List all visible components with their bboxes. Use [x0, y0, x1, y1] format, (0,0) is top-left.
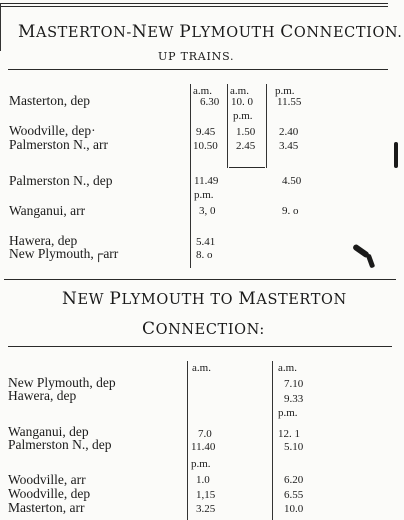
s1-station-hawera: Hawera, dep: [9, 233, 78, 248]
ink-blot-right-margin: [394, 142, 398, 168]
s1-time: p.m.: [233, 110, 253, 122]
section1-title: MASTERTON-NEW PLYMOUTH CONNECTION.: [18, 22, 403, 42]
s1-time: 9. o: [282, 205, 299, 217]
s2-station-masterton: Masterton, arr: [8, 500, 85, 515]
s2-header-am-2: a.m.: [278, 362, 297, 374]
s2-station-palmerston: Palmerston N., dep: [8, 437, 112, 452]
s2-time: 1,15: [196, 489, 216, 501]
s1-time: 1.50: [236, 126, 256, 138]
s1-time: 2.45: [236, 140, 256, 152]
s2-time: p.m.: [191, 458, 211, 470]
s2-time: 10.0: [284, 503, 304, 515]
s2-time: 7.0: [198, 428, 212, 440]
s1-header-am-2: a.m.: [230, 85, 249, 97]
s2-station-wanganui: Wanganui, dep: [8, 424, 89, 439]
s2-station-new-plymouth: New Plymouth, dep: [8, 375, 116, 390]
s1-time: p.m.: [194, 189, 214, 201]
section1-subtitle: UP TRAINS.: [158, 50, 235, 63]
s1-station-palmerston-dep: Palmerston N., dep: [9, 173, 113, 188]
left-border: [0, 3, 1, 51]
s2-header-am-1: a.m.: [192, 362, 211, 374]
s1-station-wanganui: Wanganui, arr: [9, 203, 86, 218]
s1-station-woodville: Woodville, dep·: [9, 123, 96, 138]
s2-time: 6.55: [284, 489, 304, 501]
s1-time: 3.45: [279, 140, 299, 152]
s1-time: 5.41: [196, 236, 216, 248]
s1-header-am-1: a.m.: [193, 85, 212, 97]
s1-col-divider-1: [190, 84, 191, 268]
s1-header-pm: p.m.: [275, 85, 295, 97]
s1-time: 3, 0: [199, 205, 216, 217]
s1-station-palmerston-arr: Palmerston N., arr: [9, 137, 108, 152]
s1-station-masterton: Masterton, dep: [9, 93, 90, 108]
top-rule-double: [0, 6, 388, 7]
s2-time: 12. 1: [278, 428, 300, 440]
s2-time: 5.10: [284, 441, 304, 453]
s1-short-rule: [229, 167, 265, 168]
s2-time: p.m.: [278, 407, 298, 419]
s2-station-woodville-arr: Woodville, arr: [8, 472, 86, 487]
s2-time: 3.25: [196, 503, 216, 515]
s1-time: 9.45: [196, 126, 216, 138]
s1-time: 10. 0: [231, 96, 253, 108]
s1-time: 11.49: [194, 175, 219, 187]
s1-time: 8. o: [196, 249, 213, 261]
section2-header-rule: [8, 346, 392, 347]
section2-title-line2: CONNECTION:: [142, 319, 265, 339]
s1-time: 11.55: [277, 96, 302, 108]
s1-time: 4.50: [282, 175, 302, 187]
s2-col-divider-1: [187, 361, 188, 520]
s1-col-divider-3: [266, 84, 267, 168]
s2-time: 7.10: [284, 378, 304, 390]
ink-blot-scribble-2: [366, 254, 375, 269]
s2-col-divider-2: [272, 361, 273, 520]
s2-time: 1.0: [196, 474, 210, 486]
s2-time: 9.33: [284, 393, 304, 405]
s1-col-divider-2: [227, 84, 228, 168]
section-divider-rule: [4, 279, 396, 280]
s1-station-new-plymouth: New Plymouth,┌arr: [9, 246, 119, 261]
top-rule: [0, 3, 388, 4]
s2-time: 6.20: [284, 474, 304, 486]
s1-time: 6.30: [200, 96, 220, 108]
s1-time: 2.40: [279, 126, 299, 138]
section1-header-rule: [8, 69, 388, 70]
s2-station-hawera: Hawera, dep: [8, 388, 77, 403]
s1-time: 10.50: [193, 140, 218, 152]
s2-time: 11.40: [191, 441, 216, 453]
s2-station-woodville-dep: Woodville, dep: [8, 486, 91, 501]
section2-title: NEW PLYMOUTH TO MASTERTON: [62, 289, 347, 309]
